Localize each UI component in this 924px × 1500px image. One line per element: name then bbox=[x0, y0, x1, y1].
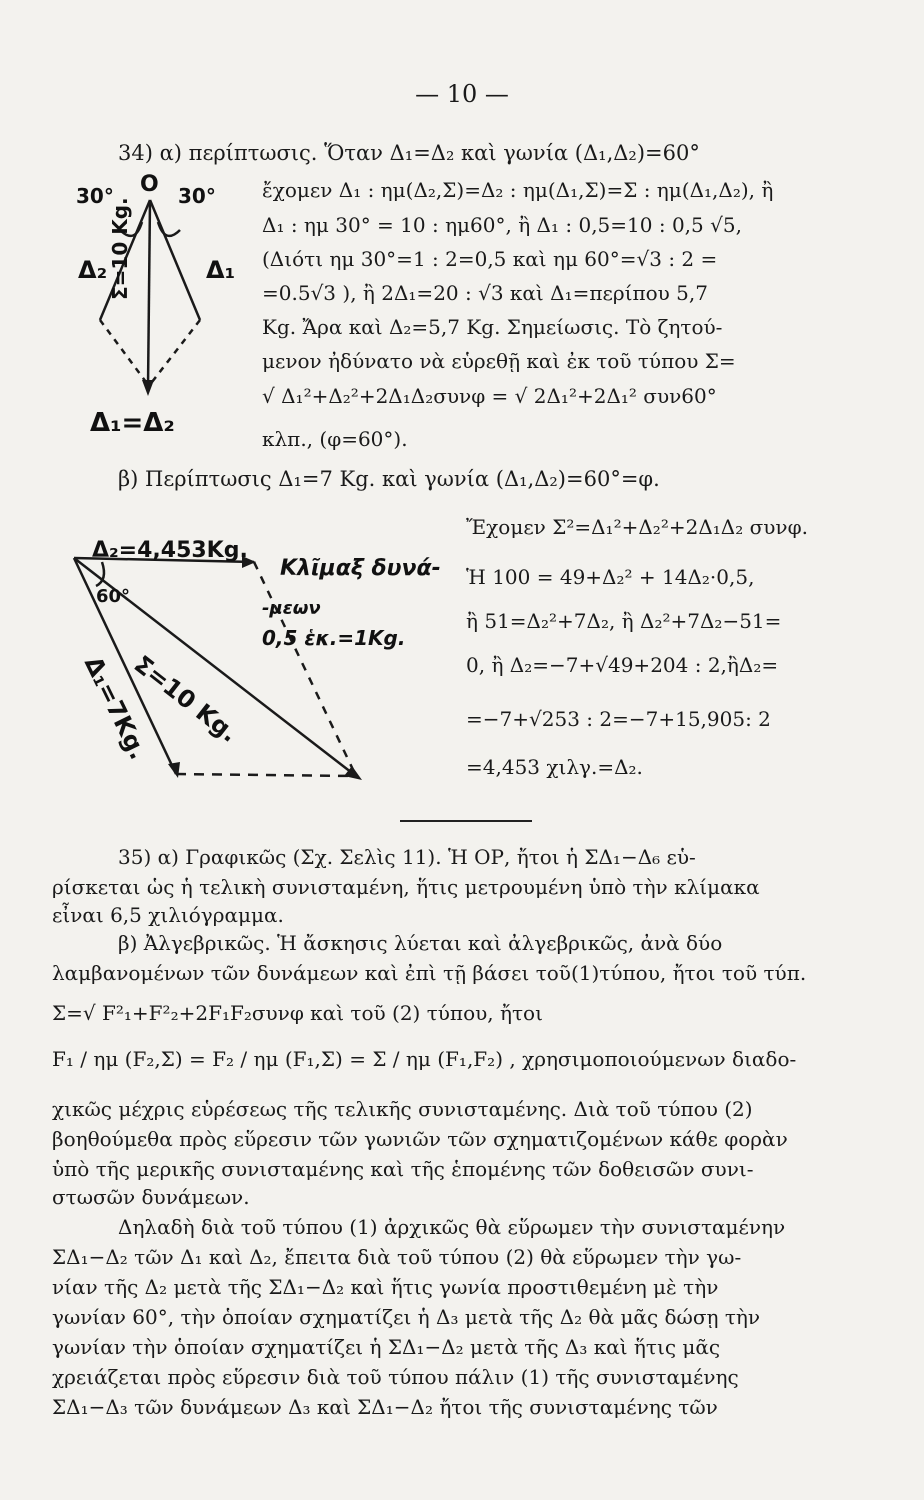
text-line: (Διότι ημ 30°=1 : 2=0,5 καὶ ημ 60°=√3 : 2 = bbox=[262, 247, 718, 271]
text-line: χικῶς μέχρις εὑρέσεως τῆς τελικῆς συνισταμένης. Διὰ τοῦ τύπου (2) bbox=[52, 1097, 753, 1121]
text-line: στωσῶν δυνάμεων. bbox=[52, 1185, 250, 1209]
text-line: 0, ἢ Δ₂=−7+√49+204 : 2,ἢΔ₂= bbox=[466, 653, 779, 677]
fig2-sigma-label: Σ=10 Kg. bbox=[128, 650, 244, 748]
text-line: νίαν τῆς Δ₂ μετὰ τῆς ΣΔ₁−Δ₂ καὶ ἥτις γωνία προστιθεμένη μὲ τὴν bbox=[52, 1275, 719, 1299]
text-line: Ἔχομεν Σ²=Δ₁²+Δ₂²+2Δ₁Δ₂ συνφ. bbox=[466, 515, 808, 539]
text-line: λαμβανομένων τῶν δυνάμεων καὶ ἐπὶ τῇ βάσει τοῦ(1)τύπου, ἤτοι τοῦ τύπ. bbox=[52, 961, 807, 985]
section-divider bbox=[400, 820, 532, 822]
text-line: 34) α) περίπτωσις. Ὅταν Δ₁=Δ₂ καὶ γωνία (Δ₁,Δ₂)=60° bbox=[118, 141, 700, 165]
formula-line: √ Δ₁²+Δ₂²+2Δ₁Δ₂συνφ = √ 2Δ₁²+2Δ₁² συν60° bbox=[262, 384, 717, 408]
text-line: χρειάζεται πρὸς εὕρεσιν διὰ τοῦ τύπου πάλιν (1) τῆς συνισταμένης bbox=[52, 1365, 739, 1389]
fig1-left-vector-label: Δ₂ bbox=[78, 256, 108, 284]
formula-line: F₁ / ημ (F₂,Σ) = F₂ / ημ (F₁,Σ) = Σ / ημ (F₁,F₂) , χρησιμοποιούμενων διαδο- bbox=[52, 1047, 797, 1071]
formula-line: Σ=√ F²₁+F²₂+2F₁F₂συνφ καὶ τοῦ (2) τύπου, ἤτοι bbox=[52, 1001, 543, 1025]
text-line: ΣΔ₁−Δ₂ τῶν Δ₁ καὶ Δ₂, ἔπειτα διὰ τοῦ τύπου (2) θὰ εὕρωμεν τὴν γω- bbox=[52, 1245, 742, 1269]
page-number: — 10 — bbox=[415, 80, 509, 108]
fig1-vertex-label: O bbox=[140, 172, 159, 197]
text-line: Ἡ 100 = 49+Δ₂² + 14Δ₂·0,5, bbox=[466, 565, 755, 589]
text-line: βοηθούμεθα πρὸς εὕρεσιν τῶν γωνιῶν τῶν σχηματιζομένων κάθε φορὰν bbox=[52, 1127, 788, 1151]
text-line: =4,453 χιλγ.=Δ₂. bbox=[466, 755, 643, 779]
section-heading: β) Περίπτωσις Δ₁=7 Kg. καὶ γωνία (Δ₁,Δ₂)=60°=φ. bbox=[118, 467, 660, 491]
text-line: Δηλαδὴ διὰ τοῦ τύπου (1) ἀρχικῶς θὰ εὕρωμεν τὴν συνισταμένην bbox=[118, 1215, 786, 1239]
text-line: γωνίαν 60°, τὴν ὁποίαν σχηματίζει ἡ Δ₃ μετὰ τῆς Δ₂ θὰ μᾶς δώσῃ τὴν bbox=[52, 1305, 761, 1329]
text-line: ρίσκεται ὡς ἡ τελικὴ συνισταμένη, ἥτις μετρουμένη ὑπὸ τὴν κλίμακα bbox=[52, 875, 760, 899]
fig1-angle-right: 30° bbox=[178, 184, 216, 208]
text-line: εἶναι 6,5 χιλιόγραμμα. bbox=[52, 903, 284, 927]
text-line: =0.5√3 ), ἢ 2Δ₁=20 : √3 καὶ Δ₁=περίπου 5,7 bbox=[262, 281, 708, 305]
fig2-top-label: Δ₂=4,453Kg. bbox=[92, 538, 248, 563]
text-line: ἢ 51=Δ₂²+7Δ₂, ἢ Δ₂²+7Δ₂−51= bbox=[466, 609, 782, 633]
fig1-right-vector-label: Δ₁ bbox=[206, 256, 236, 284]
text-line: γωνίαν τὴν ὁποίαν σχηματίζει ἡ ΣΔ₁−Δ₂ μετὰ τῆς Δ₃ καὶ ἥτις μᾶς bbox=[52, 1335, 721, 1359]
text-line: ΣΔ₁−Δ₃ τῶν δυνάμεων Δ₃ καὶ ΣΔ₁−Δ₂ ἤτοι τῆς συνισταμένης τῶν bbox=[52, 1395, 718, 1419]
fig2-scale-line3: 0,5 ἑκ.=1Kg. bbox=[262, 626, 406, 650]
text-line: κλπ., (φ=60°). bbox=[262, 427, 408, 451]
fig2-d1-label: Δ₁=7Kg. bbox=[78, 652, 153, 764]
text-line: ὑπὸ τῆς μερικῆς συνισταμένης καὶ τῆς ἑπομένης τῶν δοθεισῶν συνι- bbox=[52, 1157, 754, 1181]
fig1-caption: Δ₁=Δ₂ bbox=[90, 408, 175, 438]
fig2-scale-line2: -μεων bbox=[262, 598, 321, 619]
text-line: Kg. Ἄρα καὶ Δ₂=5,7 Kg. Σημείωσις. Τὸ ζητού- bbox=[262, 315, 723, 339]
text-line: =−7+√253 : 2=−7+15,905: 2 bbox=[466, 707, 771, 731]
text-line: Δ₁ : ημ 30° = 10 : ημ60°, ἢ Δ₁ : 0,5=10 : 0,5 √5, bbox=[262, 213, 742, 237]
text-line: ἔχομεν Δ₁ : ημ(Δ₂,Σ)=Δ₂ : ημ(Δ₁,Σ)=Σ : ημ(Δ₁,Δ₂), ἢ bbox=[262, 178, 774, 202]
text-line: 35) α) Γραφικῶς (Σχ. Σελὶς 11). Ἡ ΟΡ, ἤτοι ἡ ΣΔ₁−Δ₆ εὑ- bbox=[118, 845, 696, 869]
text-line: μενον ἠδύνατο νὰ εὑρεθῇ καὶ ἐκ τοῦ τύπου Σ= bbox=[262, 349, 736, 373]
figure-1 bbox=[60, 170, 260, 440]
fig2-angle-label: 60° bbox=[96, 586, 131, 607]
fig1-sigma-label: Σ=10 Kg. bbox=[108, 197, 132, 300]
fig1-angle-left: 30° bbox=[76, 184, 114, 208]
text-line: β) Ἀλγεβρικῶς. Ἡ ἄσκησις λύεται καὶ ἀλγεβρικῶς, ἀνὰ δύο bbox=[118, 931, 723, 955]
fig2-scale-line1: Κλῖμαξ δυνά- bbox=[280, 556, 441, 581]
